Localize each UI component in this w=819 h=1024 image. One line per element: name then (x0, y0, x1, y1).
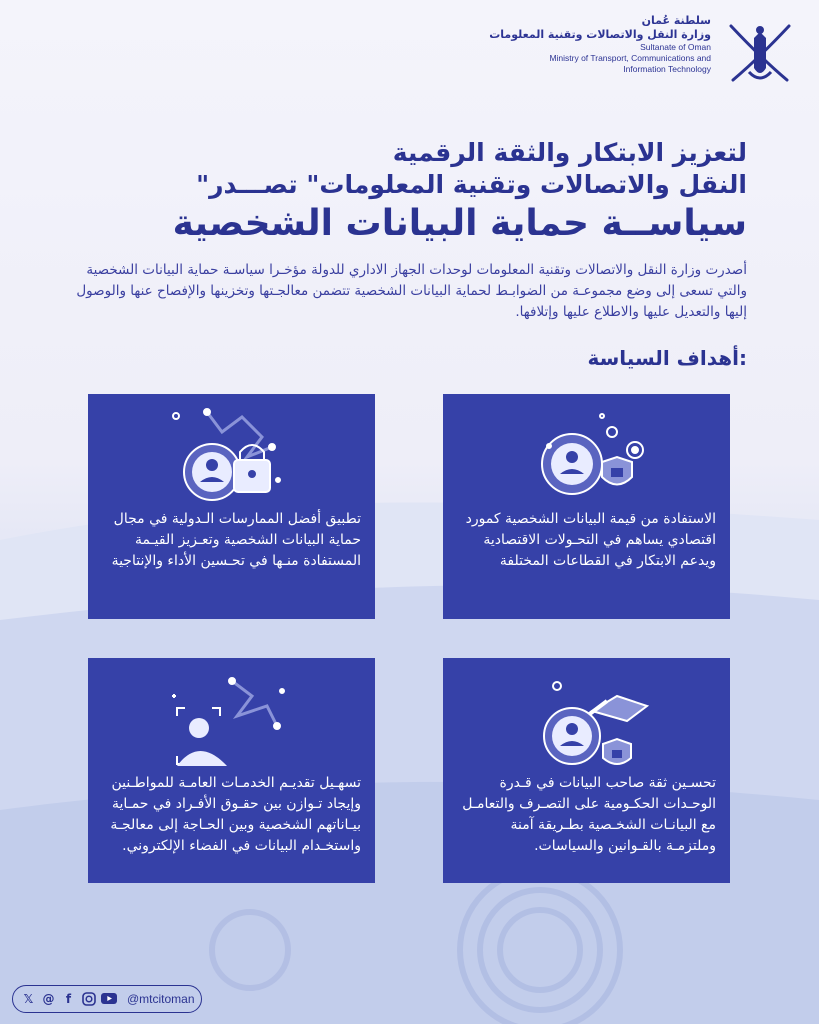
threads-icon[interactable]: @ (42, 991, 55, 1006)
x-icon[interactable]: 𝕏 (23, 991, 34, 1006)
goal-text: تطبيق أفضل الممارسات الـدولية في مجال حماية البيانات الشخصية وتعـزيز القيـمة المستفادة منـها في تحـسين الأداء والإنتاجية (111, 511, 361, 569)
ministry-name (481, 14, 711, 75)
social-handle[interactable]: @mtcitoman (127, 992, 195, 1006)
goal-card (443, 394, 730, 619)
ministry-logo (489, 14, 799, 94)
facebook-icon[interactable]: f (65, 991, 72, 1006)
oman-emblem-icon (721, 18, 799, 90)
social-links (12, 985, 202, 1013)
goal-card (443, 658, 730, 883)
youtube-icon[interactable] (101, 992, 116, 1007)
goal-text: الاستفادة من قيمة البيانات الشخصية كمورد اقتصادي يساهم في التحـولات الاقتصادية ويدعم الابتكار في القطاعات المختلفة (465, 511, 716, 569)
org-name-ar-2: وزارة النقل والاتصالات وتقنية المعلومات (489, 28, 711, 41)
user-shield-gear-icon (507, 402, 667, 512)
intro-paragraph: أصدرت وزارة النقل والاتصالات وتقنية المعلومات لوحدات الجهاز الاداري للدولة مؤخـرا سياسـة حماية البيانات الشخصية والتي تسعى إلى وضع مجموعـة من الضوابـط لحماية البيانات الشخصية تتضمن معالجـتها وتخزينها والإفصاح عنها والوصول إليها والتعديل عليها والاطلاع عليها وإتلافها. (76, 262, 747, 320)
instagram-icon[interactable] (81, 992, 96, 1007)
headline-line-3: سياســة حماية البيانات الشخصية (172, 203, 747, 244)
goal-text: تسهـيل تقديـم الخدمـات العامـة للمواطـنين وإيجاد تـوازن بين حقـوق الأفـراد في حمـاية بيـاناتهم الشخصية وبين الحـاجة إلى معالجـة واستخـدام البيانات في الفضاء الإلكتروني. (110, 775, 361, 854)
org-name-en-2: Ministry of Transport, Communications and (549, 53, 711, 63)
headline-line-1: لتعزيز الابتكار والثقة الرقمية (392, 138, 747, 167)
org-name-en-1: Sultanate of Oman (640, 42, 711, 52)
org-name-ar-1: سلطنة عُمان (641, 14, 711, 27)
goal-text: تحسـين ثقة صاحب البيانات في قـدرة الوحـدات الحكـومية على التصـرف والتعامـل مع البيانـات الشخـصية بطـريقة آمنة وملتزمـة بالقـوانين والسياسات. (462, 775, 716, 854)
goal-card (88, 658, 375, 883)
goals-heading: أهداف السياسة: (587, 346, 747, 370)
headline-line-2: "النقل والاتصالات وتقنية المعلومات" تصـــدر (196, 170, 747, 199)
user-scan-icon (152, 666, 312, 776)
handshake-user-shield-icon (507, 666, 667, 776)
user-lock-icon (152, 402, 312, 512)
goal-card (88, 394, 375, 619)
org-name-en-3: Information Technology (623, 64, 711, 74)
